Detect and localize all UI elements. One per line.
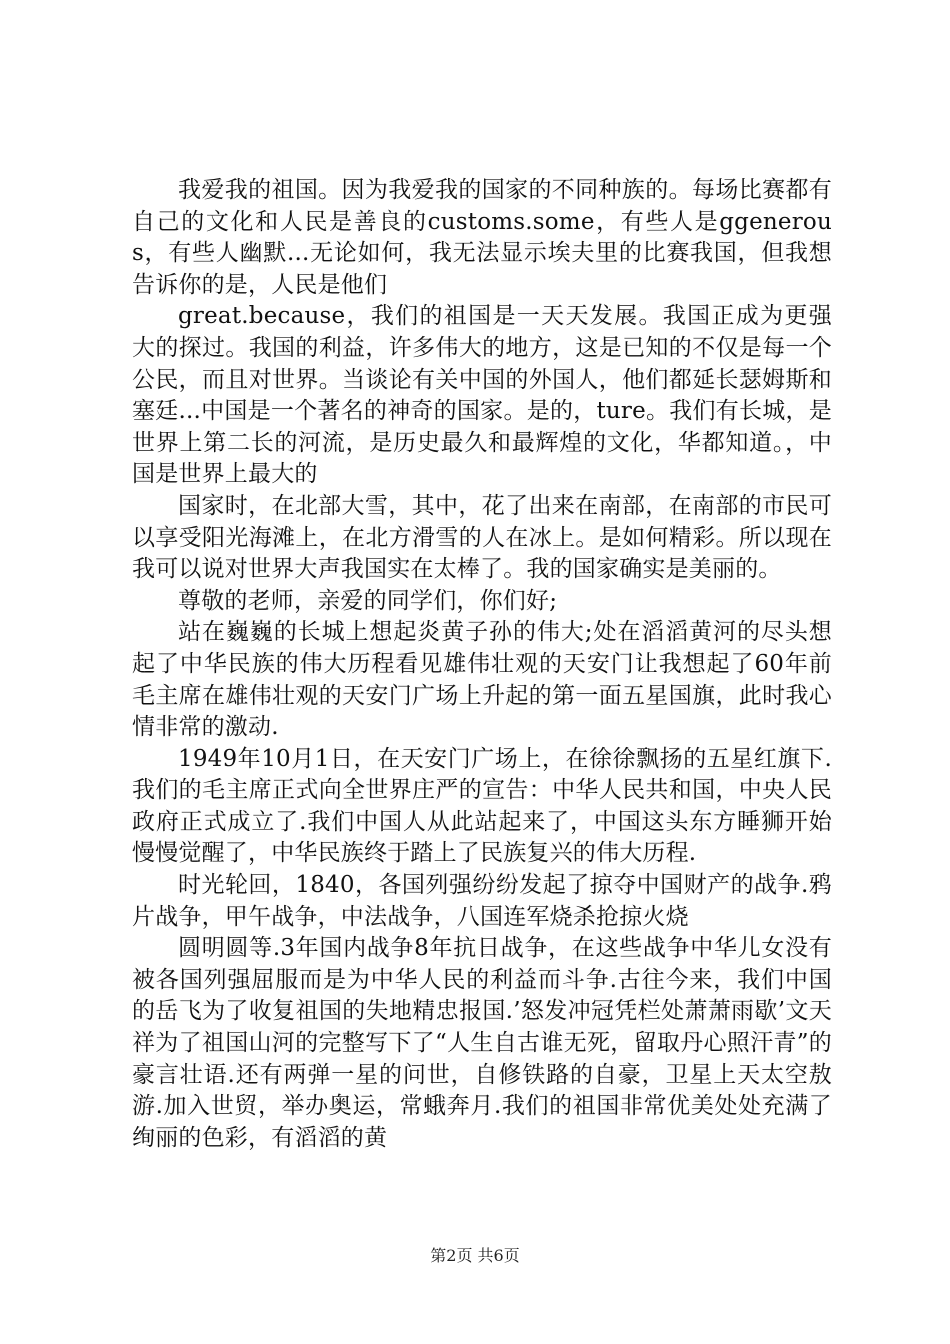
paragraph: 我爱我的祖国。因为我爱我的国家的不同种族的。每场比赛都有自己的文化和人民是善良的customs.some，有些人是ggenerous，有些人幽默...无论如何，我无法显示埃夫里的比赛我国，但我想告诉你的是，人民是他们: [132, 177, 832, 298]
paragraph: 国家时，在北部大雪，其中，花了出来在南部，在南部的市民可以享受阳光海滩上，在北方滑雪的人在冰上。是如何精彩。所以现在我可以说对世界大声我国实在太棒了。我的国家确实是美丽的。: [132, 492, 832, 583]
paragraph: 尊敬的老师，亲爱的同学们，你们好;: [178, 587, 558, 614]
paragraph: 时光轮回，1840，各国列强纷纷发起了掠夺中国财产的战争.鸦片战争，甲午战争，中法战争，八国连军烧杀抢掠火烧: [132, 872, 832, 930]
body-text: [132, 175, 832, 1154]
page-footer: [0, 1243, 950, 1266]
paragraph: 站在巍巍的长城上想起炎黄子孙的伟大;处在滔滔黄河的尽头想起了中华民族的伟大历程看见雄伟壮观的天安门让我想起了60年前毛主席在雄伟壮观的天安门广场上升起的第一面五星国旗，此时我心情非常的激动.: [132, 619, 832, 741]
paragraph: 1949年10月1日，在天安门广场上，在徐徐飘扬的五星红旗下.我们的毛主席正式向全世界庄严的宣告：中华人民共和国，中央人民政府正式成立了.我们中国人从此站起来了，中国这头东方睡狮开始慢慢觉醒了，中华民族终于踏上了民族复兴的伟大历程.: [132, 745, 832, 867]
paragraph: 圆明圆等.3年国内战争8年抗日战争，在这些战争中华儿女没有被各国列强屈服而是为中华人民的利益而斗争.古往今来，我们中国的岳飞为了收复祖国的失地精忠报国.’怒发冲冠凭栏处萧萧雨歇’文天祥为了祖国山河的完整写下了“人生自古谁无死，留取丹心照汗青”的豪言壮语.还有两弹一星的问世，自修铁路的自豪，卫星上天太空敖游.加入世贸，举办奥运，常蛾奔月.我们的祖国非常优美处处充满了绚丽的色彩，有滔滔的黄: [132, 935, 832, 1151]
paragraph: great.because，我们的祖国是一天天发展。我国正成为更强大的探过。我国的利益，许多伟大的地方，这是已知的不仅是每一个公民，而且对世界。当谈论有关中国的外国人，他们都延长瑟姆斯和塞廷...中国是一个著名的神奇的国家。是的，ture。我们有长城，是世界上第二长的河流，是历史最久和最辉煌的文化，华都知道。，中国是世界上最大的: [132, 303, 832, 488]
page-number: 第2页 共6页: [430, 1246, 520, 1265]
